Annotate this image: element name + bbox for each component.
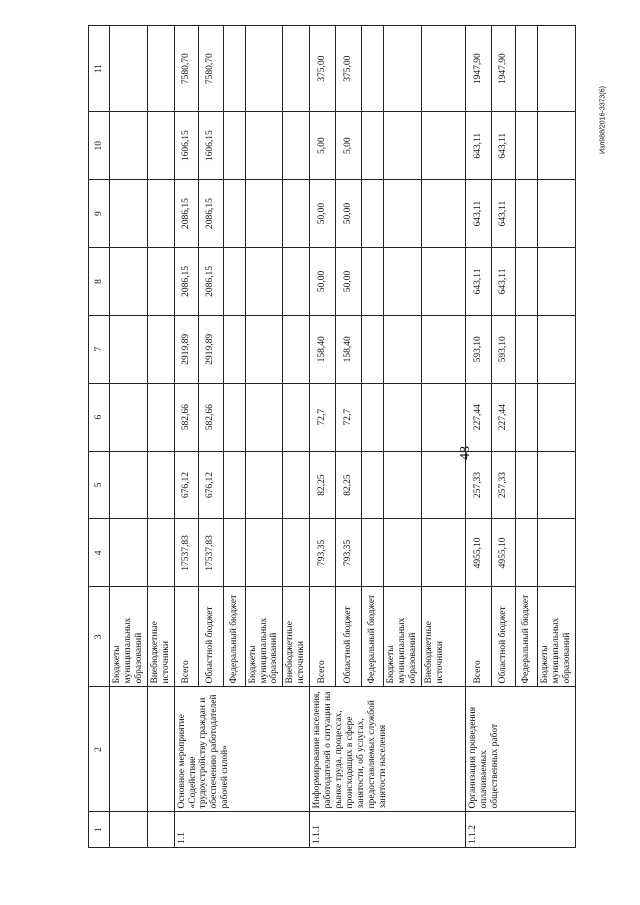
value-cell — [245, 451, 283, 519]
value-cell: 1606,15 — [174, 112, 198, 180]
empty-cell — [110, 812, 148, 848]
value-cell — [421, 383, 465, 451]
value-cell: 7580,70 — [198, 26, 223, 112]
value-cell — [537, 451, 575, 519]
empty-cell — [110, 687, 148, 812]
source-cell: Областной бюджет — [336, 587, 362, 687]
header-row — [89, 26, 110, 848]
header-cell: 11 — [89, 26, 110, 112]
value-cell — [283, 112, 310, 180]
value-cell — [223, 248, 245, 316]
value-cell — [223, 180, 245, 248]
value-cell: 2919,89 — [198, 315, 223, 383]
value-cell — [421, 315, 465, 383]
table-row — [465, 26, 491, 848]
value-cell — [515, 180, 537, 248]
value-cell: 82,25 — [310, 451, 336, 519]
value-cell: 227,44 — [491, 383, 515, 451]
table-row — [174, 26, 198, 848]
value-cell: 643,11 — [465, 180, 491, 248]
value-cell — [515, 112, 537, 180]
value-cell: 2919,89 — [174, 315, 198, 383]
value-cell — [362, 315, 384, 383]
header-cell: 8 — [89, 248, 110, 316]
value-cell: 72,7 — [336, 383, 362, 451]
value-cell — [223, 112, 245, 180]
header-cell: 9 — [89, 180, 110, 248]
source-cell: Бюджеты муниципальных образований — [537, 587, 575, 687]
value-cell — [147, 451, 174, 519]
value-cell — [245, 315, 283, 383]
source-cell: Внебюджетные источники — [283, 587, 310, 687]
value-cell — [421, 112, 465, 180]
value-cell — [110, 383, 148, 451]
header-cell: 3 — [89, 587, 110, 687]
value-cell: 257,33 — [465, 451, 491, 519]
value-cell: 50,00 — [310, 180, 336, 248]
measure-name: Информирование населения, работодателей о ситуации на рынке труда, процессах, происходящих в сфере занятости, об услугах, предоставляемых службой занятости населения — [310, 687, 466, 812]
value-cell: 17537,83 — [174, 519, 198, 587]
value-cell — [147, 26, 174, 112]
value-cell — [515, 26, 537, 112]
value-cell — [515, 451, 537, 519]
value-cell — [147, 248, 174, 316]
header-cell: 7 — [89, 315, 110, 383]
page-number: 48 — [458, 446, 473, 460]
source-cell: Бюджеты муниципальных образований — [110, 587, 148, 687]
table-row — [147, 26, 174, 848]
value-cell — [147, 180, 174, 248]
value-cell — [537, 383, 575, 451]
value-cell: 643,11 — [491, 248, 515, 316]
value-cell: 227,44 — [465, 383, 491, 451]
value-cell — [245, 26, 283, 112]
value-cell — [515, 315, 537, 383]
value-cell: 1947,90 — [465, 26, 491, 112]
value-cell: 50,00 — [336, 248, 362, 316]
value-cell — [384, 383, 422, 451]
value-cell: 82,25 — [336, 451, 362, 519]
value-cell: 643,11 — [491, 112, 515, 180]
value-cell — [537, 248, 575, 316]
value-cell: 793,35 — [310, 519, 336, 587]
value-cell — [421, 248, 465, 316]
source-cell: Всего — [310, 587, 336, 687]
value-cell: 593,10 — [465, 315, 491, 383]
value-cell — [110, 112, 148, 180]
value-cell: 2086,15 — [174, 180, 198, 248]
value-cell — [362, 26, 384, 112]
value-cell — [147, 315, 174, 383]
value-cell: 2086,15 — [198, 180, 223, 248]
value-cell — [110, 180, 148, 248]
value-cell — [223, 26, 245, 112]
source-cell: Федеральный бюджет — [515, 587, 537, 687]
value-cell — [362, 451, 384, 519]
value-cell — [421, 26, 465, 112]
value-cell — [384, 248, 422, 316]
value-cell: 1947,90 — [491, 26, 515, 112]
value-cell — [283, 315, 310, 383]
value-cell: 1606,15 — [198, 112, 223, 180]
value-cell — [384, 180, 422, 248]
value-cell: 5,00 — [310, 112, 336, 180]
value-cell — [421, 451, 465, 519]
value-cell — [223, 383, 245, 451]
value-cell — [362, 519, 384, 587]
value-cell — [537, 315, 575, 383]
value-cell: 676,12 — [174, 451, 198, 519]
header-cell: 6 — [89, 383, 110, 451]
value-cell — [110, 451, 148, 519]
table-row — [310, 26, 336, 848]
document-code: Изл988/2016-3373(6) — [599, 86, 607, 154]
value-cell — [537, 26, 575, 112]
value-cell: 375,00 — [310, 26, 336, 112]
value-cell: 593,10 — [491, 315, 515, 383]
value-cell — [245, 519, 283, 587]
value-cell — [421, 180, 465, 248]
source-cell: Бюджеты муниципальных образований — [245, 587, 283, 687]
value-cell: 676,12 — [198, 451, 223, 519]
value-cell: 643,11 — [465, 112, 491, 180]
value-cell: 643,11 — [491, 180, 515, 248]
value-cell — [110, 315, 148, 383]
budget-table-container — [88, 25, 572, 848]
value-cell: 50,00 — [336, 180, 362, 248]
value-cell — [537, 112, 575, 180]
value-cell — [362, 180, 384, 248]
source-cell: Областной бюджет — [491, 587, 515, 687]
value-cell: 50,00 — [310, 248, 336, 316]
value-cell — [283, 180, 310, 248]
value-cell: 158,40 — [336, 315, 362, 383]
value-cell — [515, 383, 537, 451]
value-cell — [362, 383, 384, 451]
header-cell: 4 — [89, 519, 110, 587]
value-cell — [384, 519, 422, 587]
value-cell: 5,00 — [336, 112, 362, 180]
value-cell: 17537,83 — [198, 519, 223, 587]
value-cell — [110, 248, 148, 316]
value-cell — [223, 451, 245, 519]
value-cell — [283, 519, 310, 587]
value-cell — [384, 112, 422, 180]
value-cell: 7580,70 — [174, 26, 198, 112]
header-cell: 10 — [89, 112, 110, 180]
value-cell: 257,33 — [491, 451, 515, 519]
value-cell: 2086,15 — [198, 248, 223, 316]
source-cell: Всего — [465, 587, 491, 687]
value-cell — [147, 112, 174, 180]
measure-code: 1.1 — [174, 812, 310, 848]
value-cell — [362, 112, 384, 180]
source-cell: Внебюджетные источники — [421, 587, 465, 687]
value-cell — [245, 383, 283, 451]
source-cell: Федеральный бюджет — [223, 587, 245, 687]
header-cell: 5 — [89, 451, 110, 519]
value-cell — [515, 519, 537, 587]
budget-table — [88, 25, 576, 848]
value-cell — [537, 519, 575, 587]
header-cell: 2 — [89, 687, 110, 812]
empty-cell — [147, 687, 174, 812]
value-cell: 4955,10 — [465, 519, 491, 587]
value-cell — [384, 26, 422, 112]
value-cell: 2086,15 — [174, 248, 198, 316]
empty-cell — [147, 812, 174, 848]
table-row — [110, 26, 148, 848]
value-cell — [147, 383, 174, 451]
measure-code: 1.1.2 — [465, 812, 575, 848]
value-cell — [384, 451, 422, 519]
value-cell — [110, 26, 148, 112]
value-cell — [283, 383, 310, 451]
value-cell — [223, 315, 245, 383]
value-cell: 72,7 — [310, 383, 336, 451]
value-cell: 582,66 — [174, 383, 198, 451]
value-cell — [245, 112, 283, 180]
measure-code: 1.1.1 — [310, 812, 466, 848]
measure-name: Организация проведения оплачиваемых общественных работ — [465, 687, 575, 812]
value-cell: 793,35 — [336, 519, 362, 587]
source-cell: Бюджеты муниципальных образований — [384, 587, 422, 687]
value-cell — [283, 248, 310, 316]
source-cell: Всего — [174, 587, 198, 687]
value-cell — [223, 519, 245, 587]
value-cell — [245, 248, 283, 316]
value-cell — [245, 180, 283, 248]
source-cell: Федеральный бюджет — [362, 587, 384, 687]
header-cell: 1 — [89, 812, 110, 848]
value-cell: 158,40 — [310, 315, 336, 383]
value-cell — [283, 26, 310, 112]
value-cell: 643,11 — [465, 248, 491, 316]
value-cell — [362, 248, 384, 316]
value-cell — [147, 519, 174, 587]
source-cell: Областной бюджет — [198, 587, 223, 687]
value-cell — [421, 519, 465, 587]
source-cell: Внебюджетные источники — [147, 587, 174, 687]
measure-name: Основное мероприятие «Содействие трудоустройству граждан и обеспечению работодателей рабочей силой» — [174, 687, 310, 812]
value-cell: 582,66 — [198, 383, 223, 451]
value-cell — [537, 180, 575, 248]
value-cell — [515, 248, 537, 316]
value-cell: 4955,10 — [491, 519, 515, 587]
value-cell — [384, 315, 422, 383]
value-cell: 375,00 — [336, 26, 362, 112]
value-cell — [110, 519, 148, 587]
value-cell — [283, 451, 310, 519]
